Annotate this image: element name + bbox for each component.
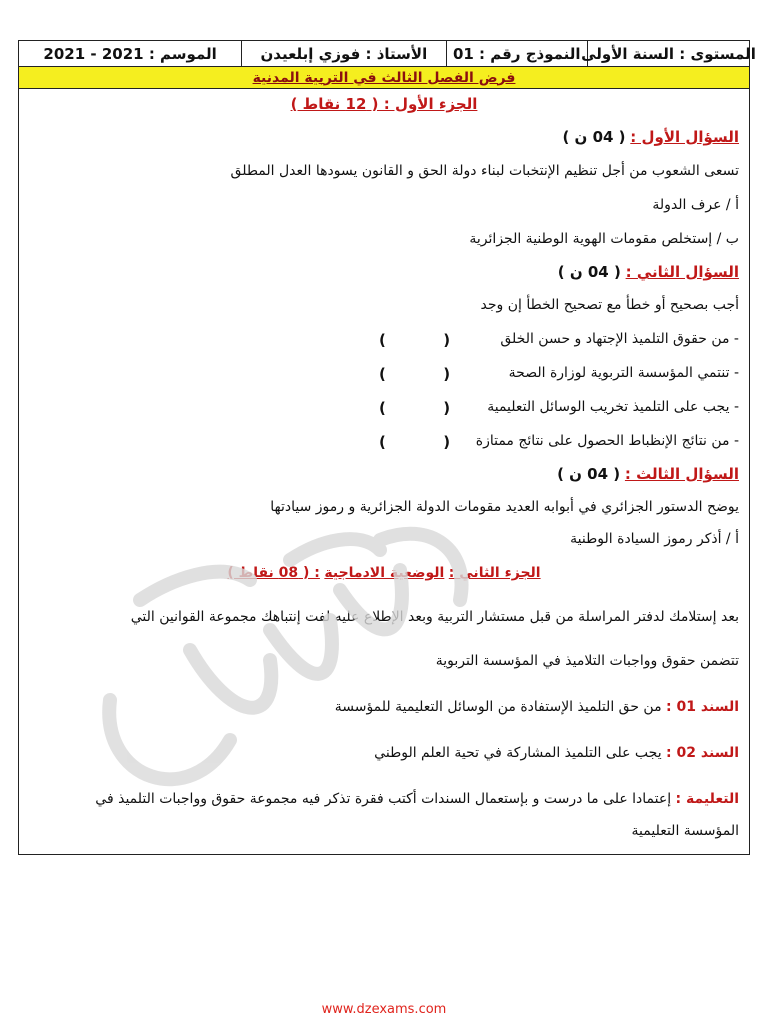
q2-points: ( 04 ن ) [557,263,621,281]
q2-item: - من نتائج الإنظباط الحصول على نتائج ممتازة [475,433,739,449]
q1-heading [562,128,739,146]
answer-parentheses: ( ) [379,433,451,451]
doc1-text: من حق التلميذ الإستفادة من الوسائل التعليمية للمؤسسة [334,699,662,715]
instruction-line [95,791,739,807]
level-cell: المستوى : السنة الأولى [587,41,749,66]
q2-label: السؤال الثاني : [625,263,739,281]
part1-title-wrap [19,95,749,113]
exam-title-bar [19,67,749,89]
part2-title-prefix: الجزء الثاني : [448,565,541,581]
season-cell: الموسم : 2021 - 2021 [43,44,217,63]
answer-parentheses: ( ) [379,399,451,417]
part2-title-wrap [19,565,749,581]
footer-site: www.dzexams.com [321,1002,447,1017]
header-row [19,41,756,67]
doc2-text: يجب على التلميذ المشاركة في تحية العلم الوطني [374,745,662,761]
q3-points: ( 04 ن ) [557,465,621,483]
instruction-label: التعليمة : [675,791,739,807]
q1-b: ب / إستخلص مقومات الهوية الوطنية الجزائرية [469,231,739,247]
q2-item: - تنتمي المؤسسة التربوية لوزارة الصحة [508,365,739,381]
instruction-text: إعتمادا على ما درست و بإستعمال السندات أكتب فقرة تذكر فيه مجموعة حقوق وواجبات التلميذ في [95,791,672,807]
part2-para1: بعد إستلامك لدفتر المراسلة من قبل مستشار التربية وبعد الإطلاع عليه لفت إنتباهك مجموعة القوانين التي [130,609,739,625]
q3-heading [557,465,739,483]
q2-instruction: أجب بصحيح أو خطأ مع تصحيح الخطأ إن وجد [480,297,739,313]
answer-parentheses: ( ) [379,365,451,383]
q1-label: السؤال الأول : [630,128,739,146]
doc1-line [335,699,739,715]
exam-title: فرض الفصل الثالث في التربية المدنية [252,69,516,86]
q2-item: - من حقوق التلميذ الإجتهاد و حسن الخلق [500,331,739,347]
part2-title-main: الوضعية الادماجية [324,565,445,581]
part1-title: الجزء الأول : ( 12 نقاط ) [290,95,478,113]
answer-parentheses: ( ) [379,331,451,349]
q3-a: أ / أذكر رموز السيادة الوطنية [570,531,739,547]
q1-points: ( 04 ن ) [562,128,626,146]
q2-item: - يجب على التلميذ تخريب الوسائل التعليمية [487,399,739,415]
q1-a: أ / عرف الدولة [652,197,739,213]
part2-title-points: : ( 08 نقاط ) [227,565,320,581]
teacher-cell: الأستاذ : فوزي إبلعيدن [241,41,445,66]
model-cell: النموذج رقم : 01 [446,41,588,66]
part2-para2: تتضمن حقوق وواجبات التلاميذ في المؤسسة التربوية [435,653,739,669]
doc2-line [374,745,739,761]
q2-heading [558,263,739,281]
instruction-text-cont: المؤسسة التعليمية [631,823,739,839]
doc2-label: السند 02 : [666,745,739,761]
q3-text: يوضح الدستور الجزائري في أبوابه العديد مقومات الدولة الجزائرية و رموز سيادتها [270,499,739,515]
q1-text: تسعى الشعوب من أجل تنظيم الإنتخبات لبناء دولة الحق و القانون يسودها العدل المطلق [230,163,739,179]
exam-sheet [18,40,756,855]
doc1-label: السند 01 : [666,699,739,715]
q3-label: السؤال الثالث : [624,465,739,483]
